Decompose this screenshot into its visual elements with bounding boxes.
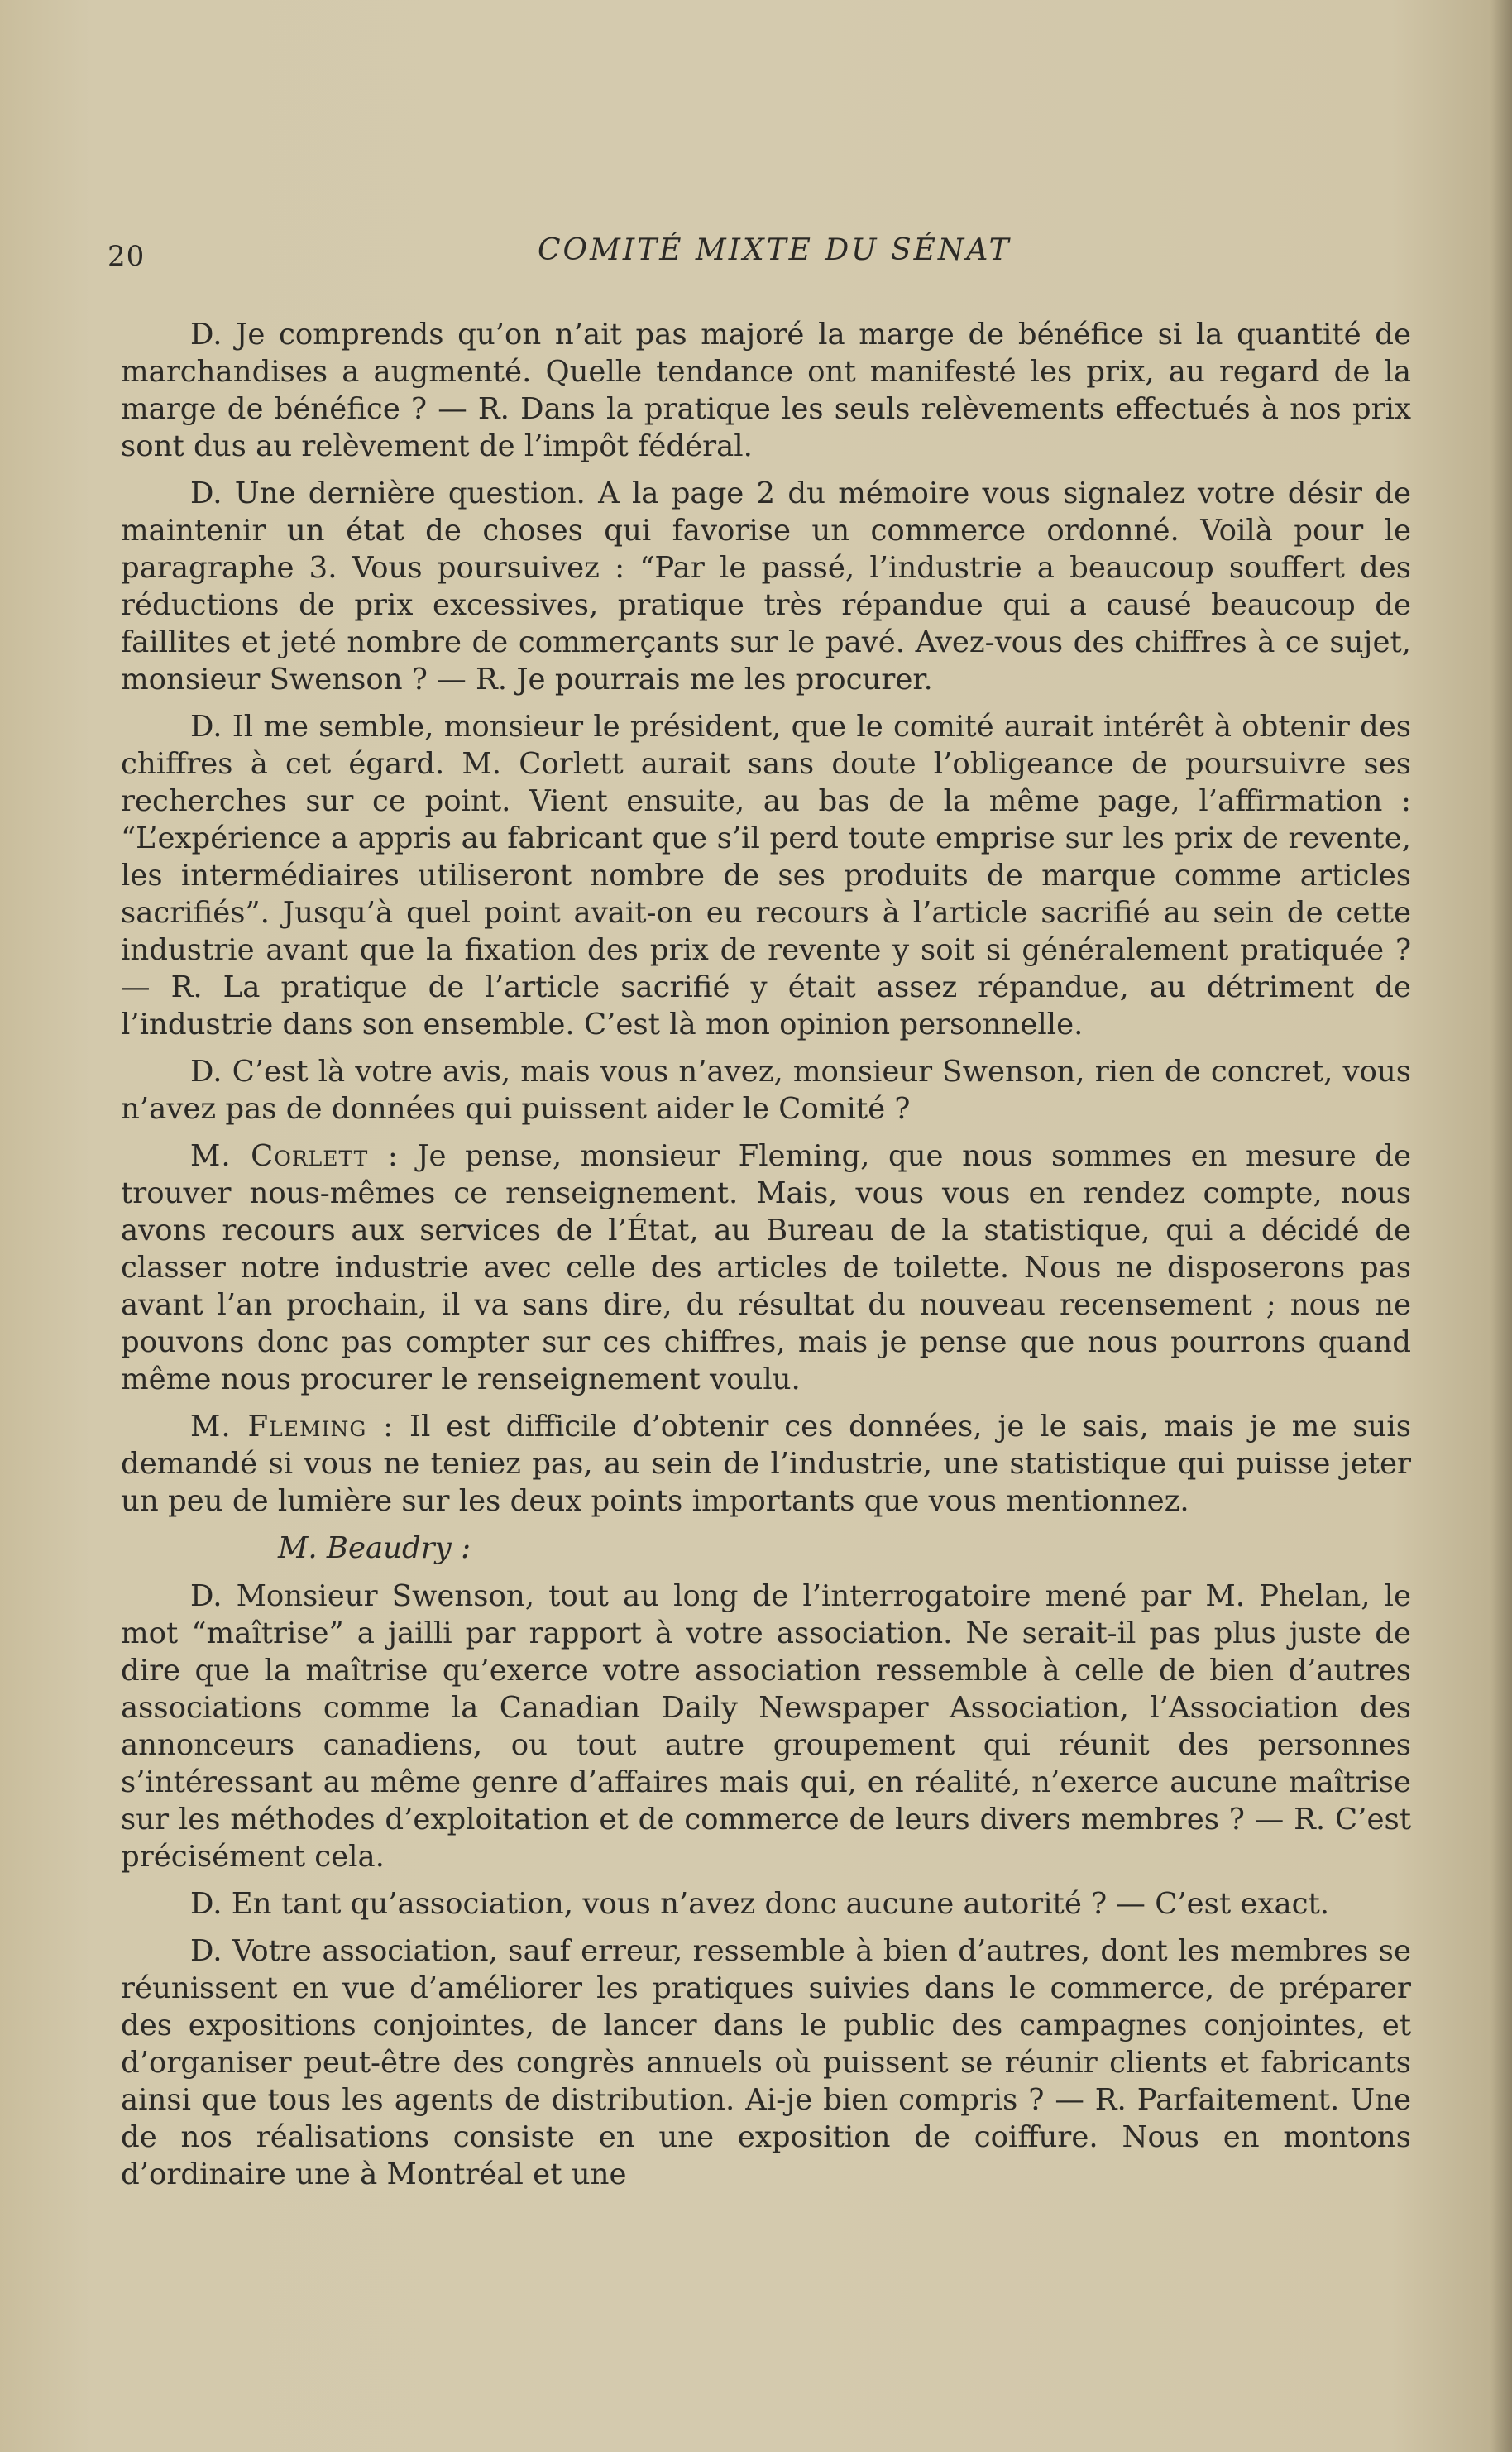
speaker-name: M. Corlett : xyxy=(190,1139,399,1173)
running-title: COMITÉ MIXTE DU SÉNAT xyxy=(538,233,1012,267)
paragraph: D. Une dernière question. A la page 2 du mémoire vous signalez votre désir de maintenir un état de choses qui favorise un commerce ordonné. Voilà pour le paragraphe 3. Vous poursuivez : “Par le passé, l’industrie a beaucoup souffert des réductions de prix excessives, pratique très répandue qui a causé beaucoup de faillites et jeté nombre de commerçants sur le pavé. Avez-vous des chiffres à ce sujet, monsieur Swenson ? — R. Je pourrais me les procurer. xyxy=(121,477,1411,697)
paragraph: D. Votre association, sauf erreur, ressemble à bien d’autres, dont les membres se réunissent en vue d’améliorer les pratiques suivies dans le commerce, de préparer des expositions conjointes, de lancer dans le public des campagnes conjointes, et d’organiser peut-être des congrès annuels où puissent se réunir clients et fabricants ainsi que tous les agents de distribution. Ai-je bien compris ? — R. Parfaitement. Une de nos réalisations consiste en une exposition de coiffure. Nous en montons d’ordinaire une à Montréal et une xyxy=(121,1934,1411,2191)
paragraph: D. Il me semble, monsieur le président, que le comité aurait intérêt à obtenir des chiffres à cet égard. M. Corlett aurait sans doute l’obligeance de poursuivre ses recherches sur ce point. Vient ensuite, au bas de la même page, l’affirmation : “L’expérience a appris au fabricant que s’il perd toute emprise sur les prix de revente, les intermédiaires utiliseront nombre de ses produits de marque comme articles sacrifiés”. Jusqu’à quel point avait-on eu recours à l’article sacrifié au sein de cette industrie avant que la fixation des prix de revente y soit si généralement pratiquée ? — R. La pratique de l’article sacrifié y était assez répandue, au détriment de l’industrie dans son ensemble. C’est là mon opinion personnelle. xyxy=(121,710,1411,1042)
speaker-heading: M. Beaudry : xyxy=(278,1531,471,1565)
paragraph: D. Monsieur Swenson, tout au long de l’interrogatoire mené par M. Phelan, le mot “maîtrise” a jailli par rapport à votre association. Ne serait-il pas plus juste de dire que la maîtrise qu’exerce votre association ressemble à celle de bien d’autres associations comme la Canadian Daily Newspaper Association, l’Association des annonceurs canadiens, ou tout autre groupement qui réunit des personnes s’intéressant au même genre d’affaires mais qui, en réalité, n’exerce aucune maîtrise sur les méthodes d’exploitation et de commerce de leurs divers membres ? — R. C’est précisément cela. xyxy=(121,1579,1411,1874)
running-head xyxy=(108,233,1431,283)
page-number: 20 xyxy=(108,240,146,273)
page-edge-shadow xyxy=(1490,0,1512,2452)
paragraph-text: Je pense, monsieur Fleming, que nous sommes en mesure de trouver nous-mêmes ce renseignement. Mais, vous vous en rendez compte, nous avons recours aux services de l’État, au Bureau de la statistique, qui a décidé de classer notre industrie avec celle des articles de toilette. Nous ne disposerons pas avant l’an prochain, il va sans dire, du résultat du nouveau recensement ; nous ne pouvons donc pas compter sur ces chiffres, mais je pense que nous pourrons quand même nous procurer le renseignement voulu. xyxy=(121,1139,1411,1396)
speaker-name: M. Fleming : xyxy=(190,1410,395,1444)
paragraph: D. En tant qu’association, vous n’avez donc aucune autorité ? — C’est exact. xyxy=(190,1887,1330,1921)
paragraph: D. Je comprends qu’on n’ait pas majoré la marge de bénéfice si la quantité de marchandises a augmenté. Quelle tendance ont manifesté les prix, au regard de la marge de bénéfice ? — R. Dans la pratique les seuls relèvements effectués à nos prix sont dus au relèvement de l’impôt fédéral. xyxy=(121,318,1411,463)
body-text xyxy=(121,316,1411,2203)
paragraph-text: Il est difficile d’obtenir ces données, je le sais, mais je me suis demandé si vous ne teniez pas, au sein de l’industrie, une statistique qui puisse jeter un peu de lumière sur les deux points importants que vous mentionnez. xyxy=(121,1410,1411,1518)
paragraph: D. C’est là votre avis, mais vous n’avez, monsieur Swenson, rien de concret, vous n’avez pas de données qui puissent aider le Comité ? xyxy=(121,1055,1411,1126)
paragraph-speaker-corlett xyxy=(121,1137,1411,1398)
paragraph-speaker-fleming xyxy=(121,1408,1411,1520)
